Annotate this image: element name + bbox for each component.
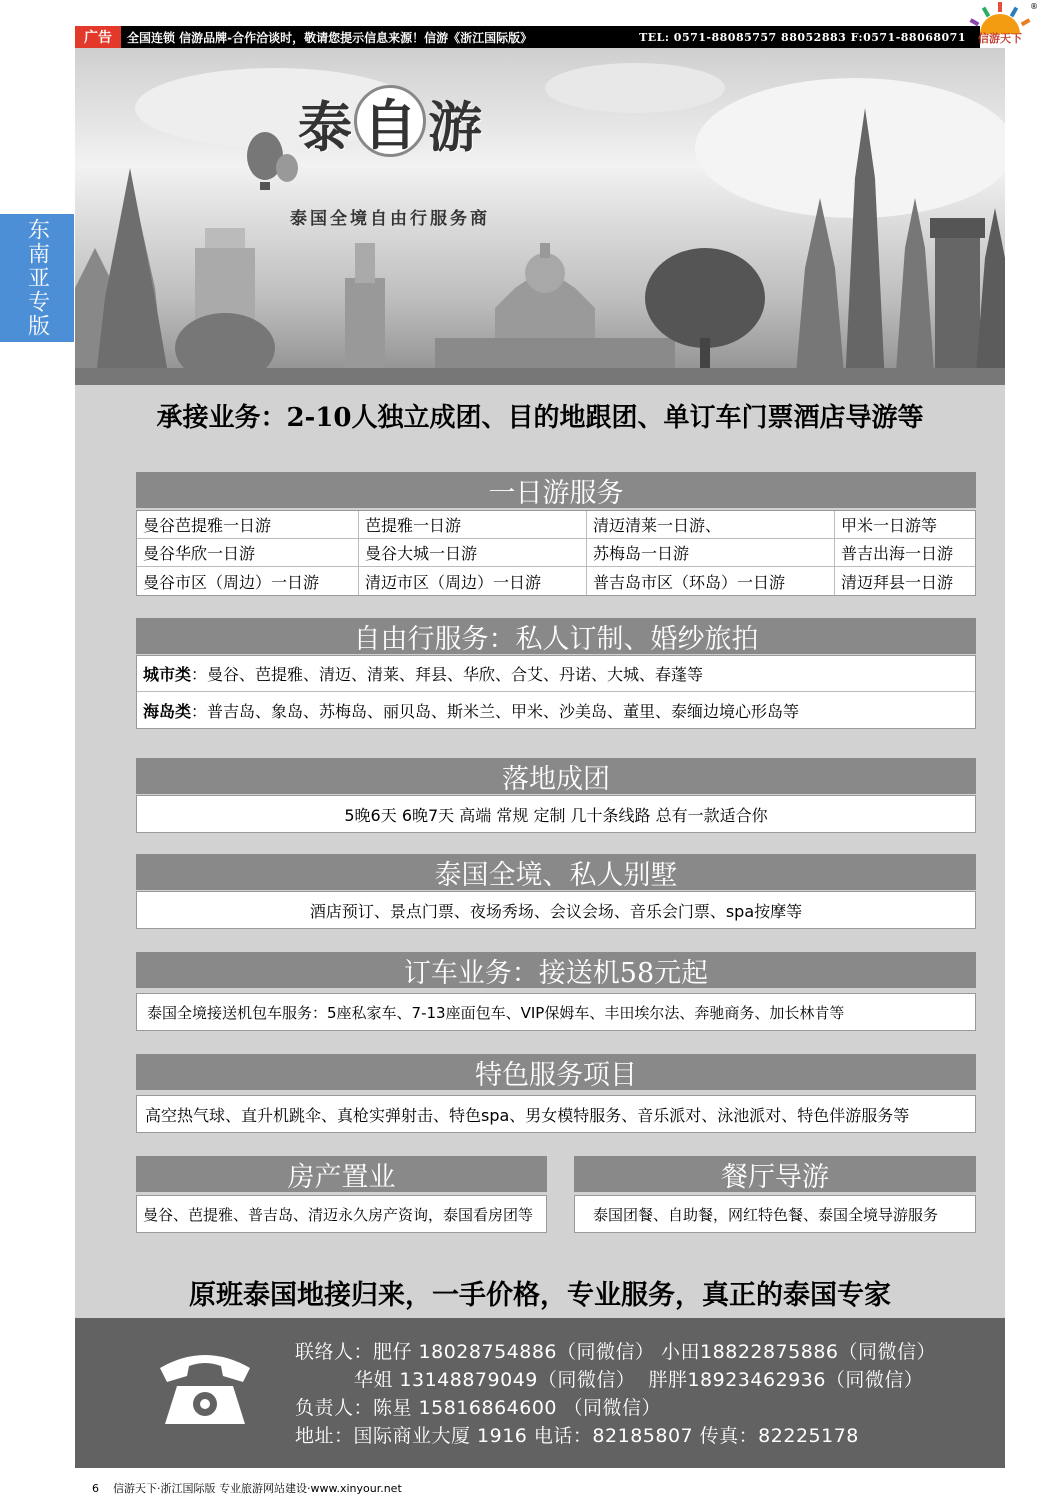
brand-logo bbox=[962, 2, 1038, 48]
table-cell: 普吉岛市区（环岛）一日游 bbox=[587, 567, 835, 595]
island-label: 海岛类 bbox=[143, 701, 192, 721]
logo-text: 信游天下 bbox=[978, 32, 1022, 45]
realty-text: 曼谷、芭提雅、普吉岛、清迈永久房产资询，泰国看房团等 bbox=[143, 1205, 534, 1224]
table-row bbox=[137, 539, 975, 567]
section-title-realty: 房产置业 bbox=[136, 1156, 547, 1192]
table-cell: 清迈市区（周边）一日游 bbox=[359, 567, 587, 595]
island-text: ：普吉岛、象岛、苏梅岛、丽贝岛、斯米兰、甲米、沙美岛、董里、泰缅边境心形岛等 bbox=[191, 701, 800, 721]
table-row bbox=[137, 567, 975, 595]
brand-char-3: 游 bbox=[428, 95, 482, 159]
city-line bbox=[137, 656, 975, 692]
realty-box bbox=[136, 1195, 547, 1233]
telephone-icon bbox=[155, 1346, 255, 1426]
section-title-car: 订车业务：接送机58元起 bbox=[136, 952, 976, 988]
section-title-free-travel: 自由行服务：私人订制、婚纱旅拍 bbox=[136, 618, 976, 654]
tel-fax: TEL: 0571-88085757 88052883 F:0571-88068071 bbox=[639, 30, 966, 44]
registered-mark: ® bbox=[1030, 2, 1038, 11]
business-headline: 承接业务：2-10人独立成团、目的地跟团、单订车门票酒店导游等 bbox=[156, 402, 924, 433]
group-box bbox=[136, 795, 976, 833]
villa-text: 酒店预订、景点门票、夜场秀场、会议会场、音乐会门票、spa按摩等 bbox=[309, 901, 803, 921]
table-cell: 苏梅岛一日游 bbox=[587, 539, 835, 566]
section-title-villa: 泰国全境、私人别墅 bbox=[136, 854, 976, 890]
table-cell: 曼谷大城一日游 bbox=[359, 539, 587, 566]
table-cell: 甲米一日游等 bbox=[841, 516, 938, 535]
brand-title bbox=[230, 85, 550, 162]
table-cell: 清迈拜县一日游 bbox=[841, 572, 954, 592]
special-box bbox=[136, 1095, 976, 1133]
table-row bbox=[137, 511, 975, 539]
contact-line-2: 华姐 13148879049（同微信） 胖胖18923462936（同微信） bbox=[295, 1369, 924, 1391]
section-title-day-tours: 一日游服务 bbox=[136, 472, 976, 508]
contact-line-4: 地址：国际商业大厦 1916 电话：82185807 传真：82225178 bbox=[295, 1425, 859, 1447]
table-cell: 曼谷华欣一日游 bbox=[137, 539, 359, 566]
side-tab-label: 东南亚专版 bbox=[24, 218, 50, 338]
top-bar bbox=[75, 26, 980, 48]
city-label: 城市类 bbox=[143, 665, 192, 684]
contact-panel bbox=[75, 1318, 1005, 1468]
dining-text: 泰国团餐、自助餐，网红特色餐、泰国全境导游服务 bbox=[593, 1205, 939, 1224]
page-footer: 6 信游天下·浙江国际版 专业旅游网站建设·www.xinyour.net bbox=[92, 1482, 402, 1495]
free-travel-box bbox=[136, 655, 976, 729]
city-text: ：曼谷、芭提雅、清迈、清莱、拜县、华欣、合艾、丹诺、大城、春蓬等 bbox=[191, 665, 704, 684]
villa-box bbox=[136, 891, 976, 929]
brand-subtitle: 泰国全境自由行服务商 bbox=[290, 209, 490, 229]
contact-line-1: 联络人：肥仔 18028754886（同微信） 小田18822875886（同微信） bbox=[295, 1341, 937, 1363]
special-text: 高空热气球、直升机跳伞、真枪实弹射击、特色spa、男女模特服务、音乐派对、泳池派对、特色伴游服务等 bbox=[145, 1105, 910, 1125]
dining-box bbox=[574, 1195, 976, 1233]
slogan: 原班泰国地接归来，一手价格，专业服务，真正的泰国专家 bbox=[189, 1279, 891, 1311]
island-line bbox=[137, 692, 975, 728]
day-tours-table bbox=[136, 510, 976, 596]
section-title-dining: 餐厅导游 bbox=[574, 1156, 976, 1192]
table-cell: 曼谷市区（周边）一日游 bbox=[137, 567, 359, 595]
table-cell: 普吉出海一日游 bbox=[841, 544, 954, 563]
ad-tag: 广告 bbox=[75, 26, 121, 48]
table-cell: 清迈清莱一日游、 bbox=[587, 511, 835, 538]
section-title-group: 落地成团 bbox=[136, 758, 976, 794]
brand-char-1: 泰 bbox=[298, 95, 352, 159]
table-cell: 曼谷芭提雅一日游 bbox=[137, 511, 359, 538]
brand-char-2: 自 bbox=[354, 85, 426, 157]
car-box bbox=[136, 993, 976, 1031]
side-tab-southeast-asia bbox=[0, 214, 74, 342]
contact-line-3: 负责人：陈星 15816864600 （同微信） bbox=[295, 1397, 662, 1419]
group-text: 5晚6天 6晚7天 高端 常规 定制 几十条线路 总有一款适合你 bbox=[344, 805, 768, 825]
section-title-special: 特色服务项目 bbox=[136, 1054, 976, 1090]
car-text: 泰国全境接送机包车服务：5座私家车、7-13座面包车、VIP保姆车、丰田埃尔法、奔驰商务、加长林肯等 bbox=[147, 1003, 845, 1022]
ad-notice: 全国连锁 信游品牌-合作洽谈时，敬请您提示信息来源！信游《浙江国际版》 bbox=[127, 30, 533, 45]
table-cell: 芭提雅一日游 bbox=[359, 511, 587, 538]
